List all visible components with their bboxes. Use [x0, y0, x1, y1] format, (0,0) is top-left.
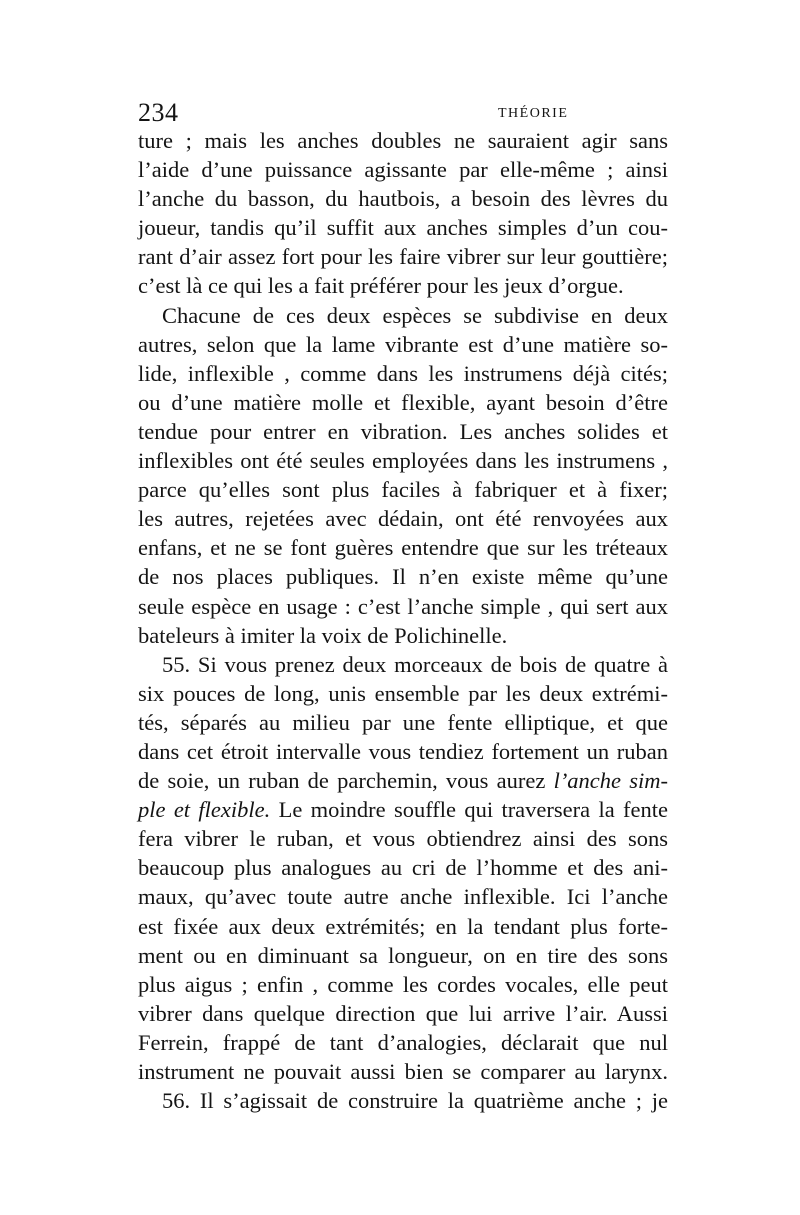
- text-line: joueur, tandis qu’il suffit aux anches simples d’un cou-: [138, 215, 668, 241]
- text-line: enfans, et ne se font guères entendre que sur les tréteaux: [138, 535, 668, 561]
- text-line: les autres, rejetées avec dédain, ont été renvoyées aux: [138, 506, 668, 532]
- text-line: fera vibrer le ruban, et vous obtiendrez ainsi des sons: [138, 826, 668, 852]
- text-line: inflexibles ont été seules employées dans les instrumens ,: [138, 448, 668, 474]
- running-head: THÉORIE: [498, 106, 569, 121]
- page-header: [138, 98, 668, 128]
- page-number: 234: [138, 98, 179, 127]
- body-text: [138, 126, 668, 1115]
- paragraph-55-start-line: 55. Si vous prenez deux morceaux de bois de quatre à: [162, 651, 668, 677]
- text-line: tendue pour entrer en vibration. Les anches solides et: [138, 418, 668, 444]
- text-line: tés, séparés au milieu par une fente elliptique, et que: [138, 709, 668, 735]
- text-fragment: Le moindre souffle qui traversera la fente: [278, 797, 668, 823]
- text-line: de nos places publiques. Il n’en existe même qu’une: [138, 564, 668, 590]
- text-line: est fixée aux deux extrémités; en la tendant plus forte-: [138, 913, 668, 939]
- text-line: autres, selon que la lame vibrante est d’une matière so-: [138, 331, 668, 357]
- paragraph-56-start-line: 56. Il s’agissait de construire la quatrième anche ; je: [162, 1088, 668, 1114]
- text-line: bateleurs à imiter la voix de Polichinelle.: [138, 622, 508, 648]
- text-line: l’aide d’une puissance agissante par elle-même ; ainsi: [138, 157, 668, 183]
- text-line: dans cet étroit intervalle vous tendiez fortement un ruban: [138, 738, 668, 764]
- text-line: [138, 766, 668, 795]
- italic-term: l’anche sim-: [553, 768, 668, 794]
- text-line: ou d’une matière molle et flexible, ayant besoin d’être: [138, 389, 668, 415]
- text-line: maux, qu’avec toute autre anche inflexible. Ici l’anche: [138, 884, 668, 910]
- text-line: vibrer dans quelque direction que lui arrive l’air. Aussi: [138, 1000, 668, 1026]
- text-line: Ferrein, frappé de tant d’analogies, déclarait que nul: [138, 1029, 668, 1055]
- text-line: ture ; mais les anches doubles ne sauraient agir sans: [138, 128, 668, 153]
- text-line: seule espèce en usage : c’est l’anche simple , qui sert aux: [138, 593, 668, 619]
- text-line: beaucoup plus analogues au cri de l’homme et des ani-: [138, 855, 668, 881]
- text-line: [138, 795, 668, 824]
- text-line: rant d’air assez fort pour les faire vibrer sur leur gouttière;: [138, 244, 668, 270]
- text-line: l’anche du basson, du hautbois, a besoin des lèvres du: [138, 186, 668, 212]
- paragraph-start-line: Chacune de ces deux espèces se subdivise en deux: [162, 302, 668, 328]
- text-line: instrument ne pouvait aussi bien se comparer au larynx.: [138, 1059, 668, 1084]
- text-line: ment ou en diminuant sa longueur, on en tire des sons: [138, 942, 668, 968]
- text-line: parce qu’elles sont plus faciles à fabriquer et à fixer;: [138, 477, 668, 503]
- text-line: c’est là ce qui les a fait préférer pour les jeux d’orgue.: [138, 273, 624, 299]
- text-line: lide, inflexible , comme dans les instrumens déjà cités;: [138, 360, 668, 386]
- text-line: plus aigus ; enfin , comme les cordes vocales, elle peut: [138, 971, 668, 997]
- italic-term: ple et flexible.: [138, 797, 271, 823]
- text-fragment: de soie, un ruban de parchemin, vous aurez: [138, 768, 546, 794]
- text-line: six pouces de long, unis ensemble par les deux extrémi-: [138, 680, 668, 706]
